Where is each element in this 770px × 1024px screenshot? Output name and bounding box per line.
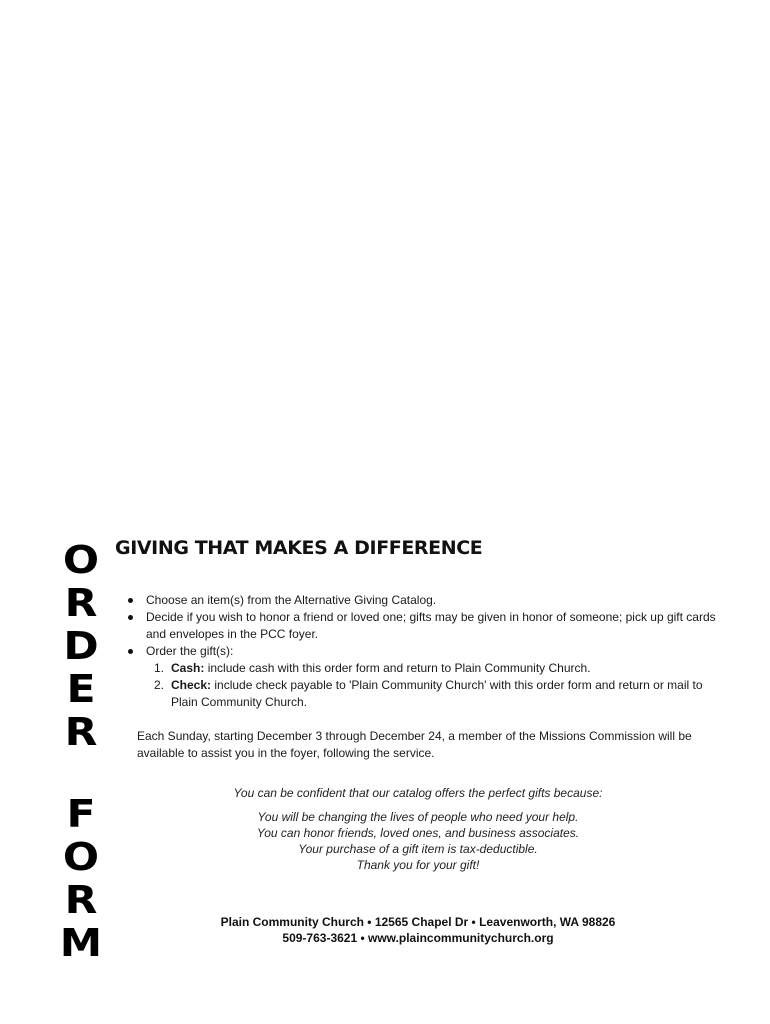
side-letter: D bbox=[63, 624, 99, 668]
list-item bbox=[146, 643, 726, 711]
side-letter: M bbox=[59, 921, 103, 965]
side-letter: O bbox=[62, 835, 100, 879]
item-number: 1. bbox=[154, 661, 165, 675]
list-item: Decide if you wish to honor a friend or loved one; gifts may be given in honor of someone; pick up gift cards and envelopes in the PCC foyer. bbox=[146, 609, 726, 643]
list-item-label: Order the gift(s): bbox=[146, 644, 234, 658]
reason-item: You can honor friends, loved ones, and business associates. bbox=[256, 826, 580, 840]
side-letter: R bbox=[64, 710, 98, 754]
footer-contact bbox=[128, 914, 708, 946]
item-number: 2. bbox=[154, 678, 165, 692]
payment-method-cash bbox=[154, 660, 726, 677]
method-text: include check payable to 'Plain Community Church' with this order form and return or mail to Plain Community Church. bbox=[171, 678, 703, 709]
side-letter: F bbox=[66, 792, 96, 836]
footer-phone-website: 509-763-3621 • www.plaincommunitychurch.org bbox=[282, 931, 554, 945]
reason-item: Your purchase of a gift item is tax-deductible. bbox=[298, 842, 538, 856]
reasons-list bbox=[128, 809, 708, 873]
side-letter: E bbox=[66, 667, 96, 711]
side-letter: R bbox=[64, 581, 98, 625]
side-letter: O bbox=[62, 538, 100, 582]
list-item: Choose an item(s) from the Alternative Giving Catalog. bbox=[146, 592, 726, 609]
footer-address: Plain Community Church • 12565 Chapel Dr • Leavenworth, WA 98826 bbox=[220, 915, 616, 929]
page-title: GIVING THAT MAKES A DIFFERENCE bbox=[115, 537, 483, 559]
payment-method-list bbox=[146, 660, 726, 711]
method-label: Check: bbox=[171, 678, 212, 692]
method-text: include cash with this order form and return to Plain Community Church. bbox=[207, 661, 591, 675]
instruction-list bbox=[146, 592, 726, 711]
reason-item: You will be changing the lives of people who need your help. bbox=[257, 810, 579, 824]
reason-item: Thank you for your gift! bbox=[356, 858, 480, 872]
sunday-note: Each Sunday, starting December 3 through December 24, a member of the Missions Commission will be available to assist you in the foyer, following the service. bbox=[137, 729, 692, 760]
method-label: Cash: bbox=[171, 661, 205, 675]
payment-method-check bbox=[154, 677, 726, 711]
side-letter: R bbox=[64, 878, 98, 922]
confident-intro: You can be confident that our catalog offers the perfect gifts because: bbox=[233, 786, 603, 800]
